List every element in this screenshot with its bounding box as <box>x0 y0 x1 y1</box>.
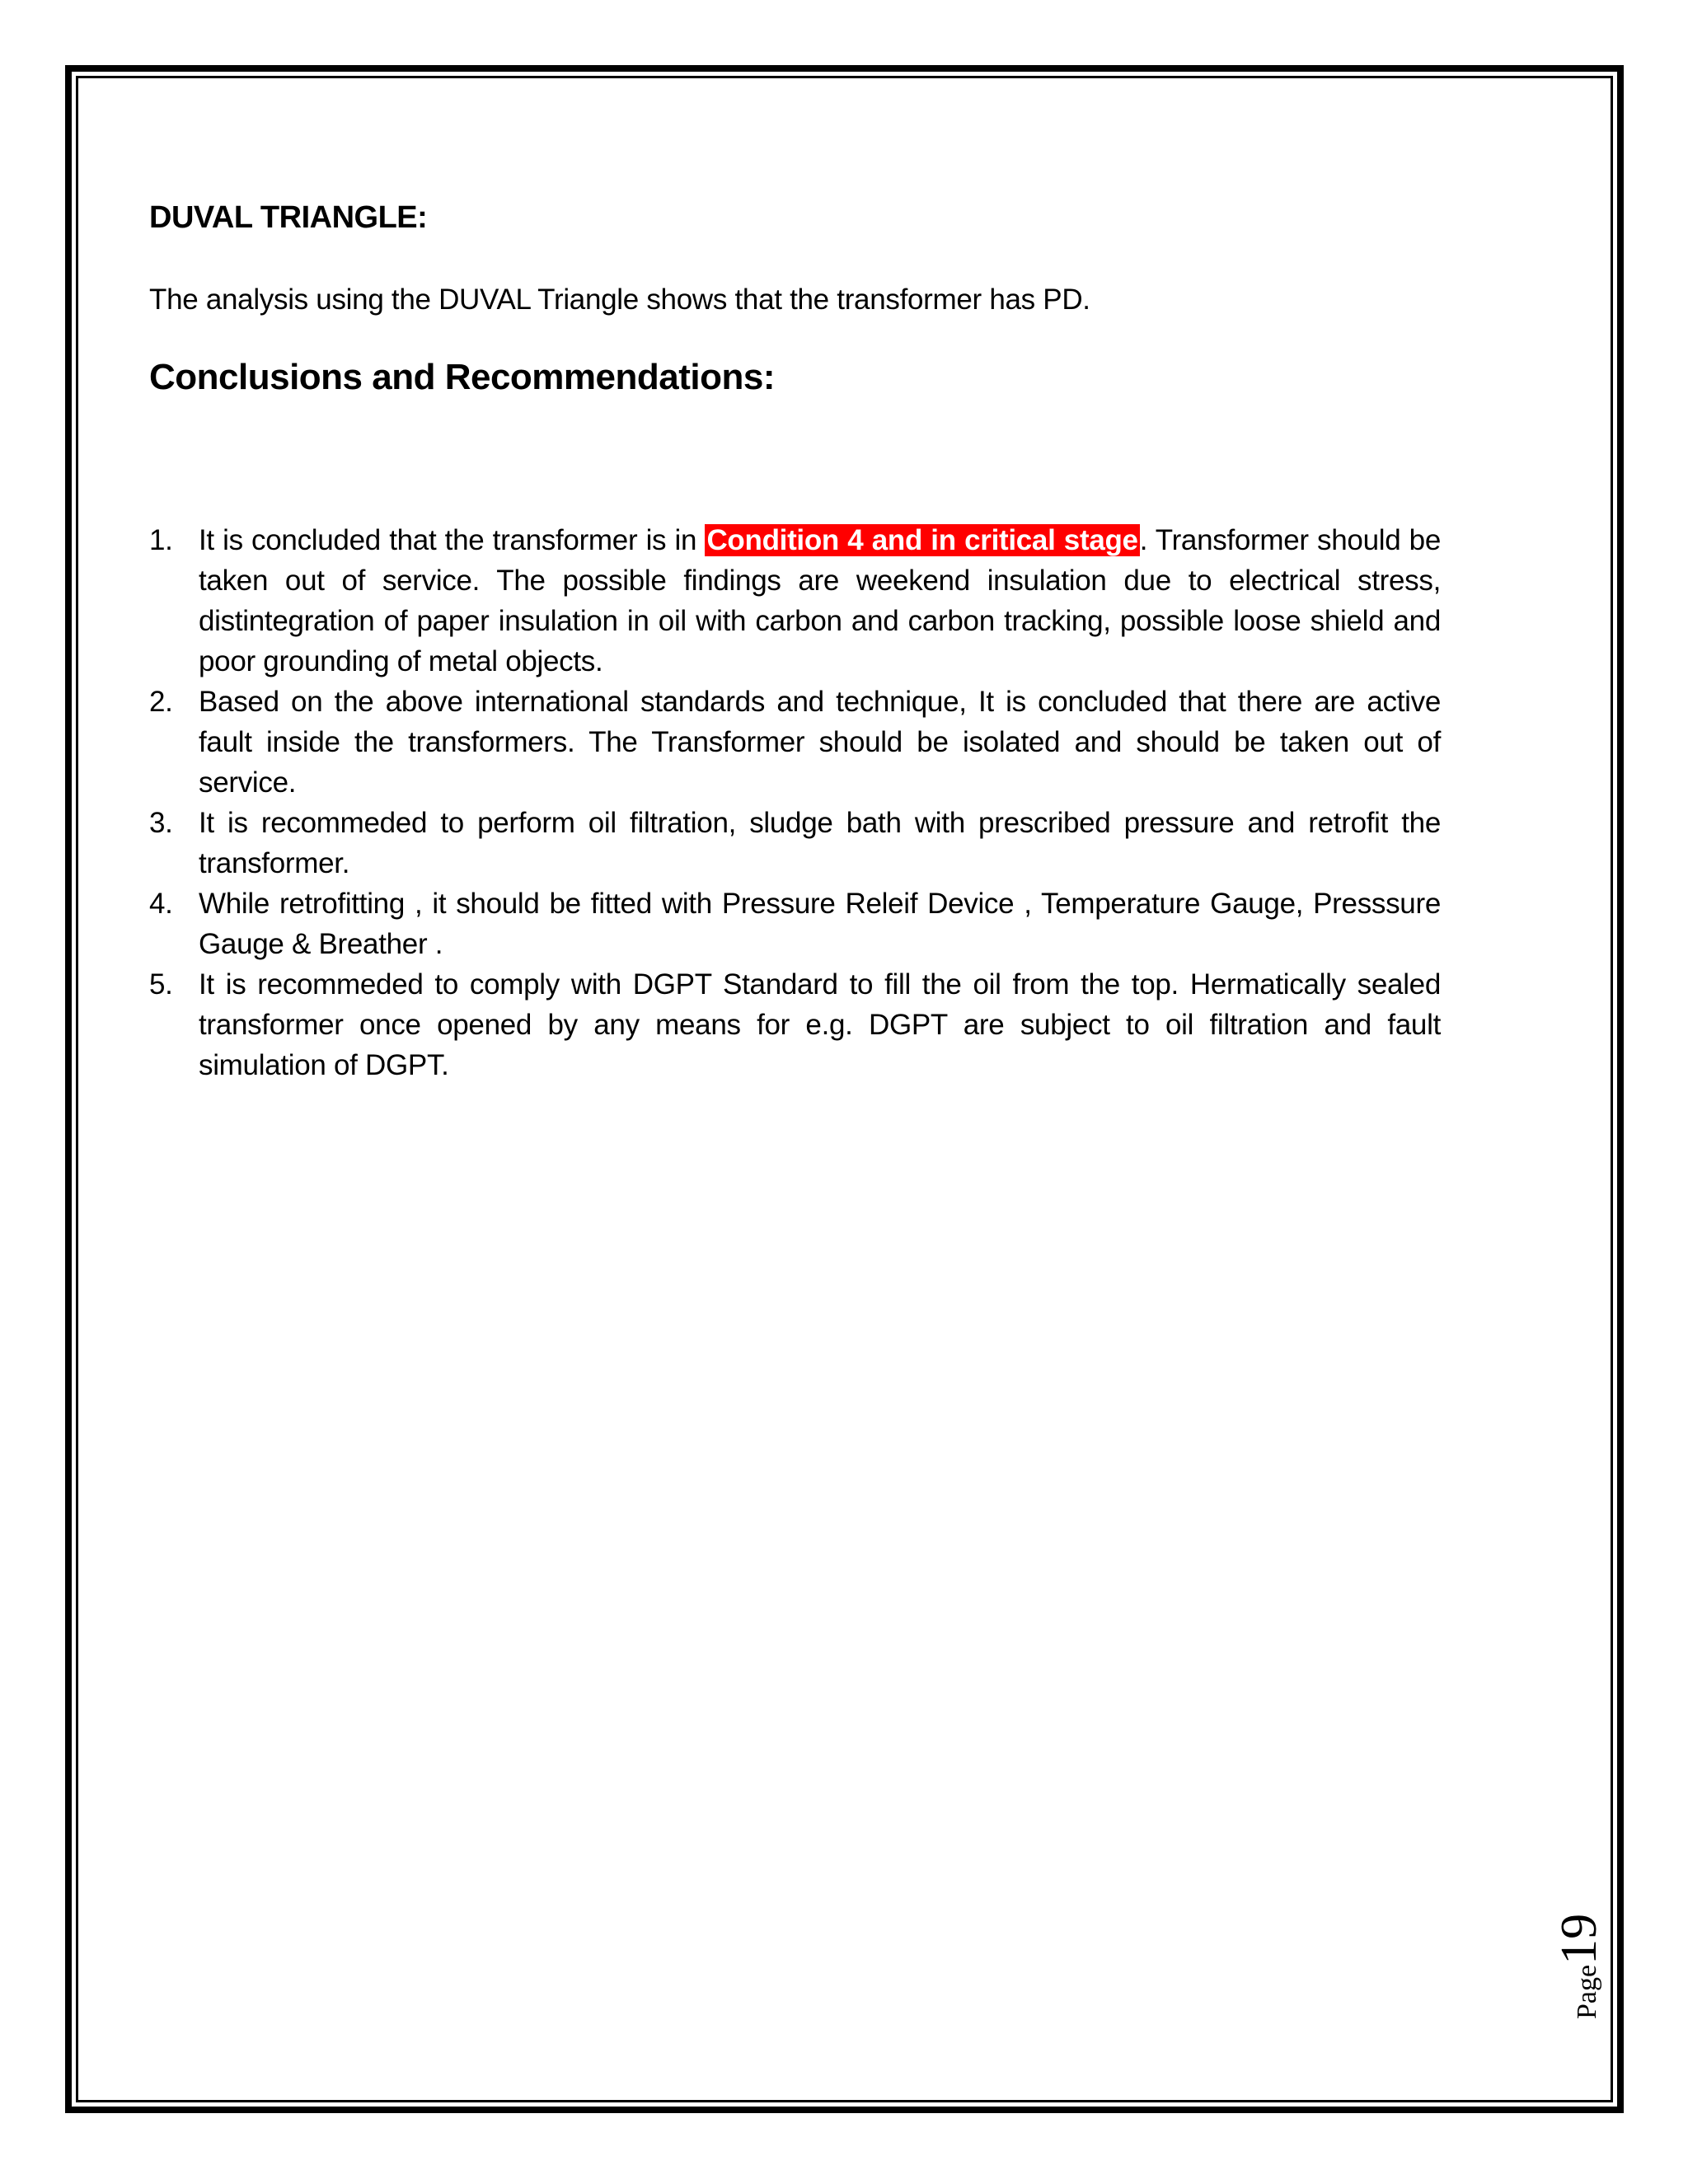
recommendation-item <box>149 883 1441 964</box>
page-number: 19 <box>1551 1913 1607 1965</box>
recommendation-item <box>149 964 1441 1085</box>
conclusions-heading: Conclusions and Recommendations: <box>149 357 775 397</box>
recommendation-item <box>149 803 1441 883</box>
recommendation-text-after: . Transformer should be taken out of service. The possible findings are weekend insulation due to electrical stress, distintegration of paper insulation in oil with carbon and carbon tracking, possible loose shield and poor grounding of metal objects. <box>199 524 1441 677</box>
recommendation-text: It is recommeded to comply with DGPT Standard to fill the oil from the top. Hermatically sealed transformer once opened by any means for e.g. DGPT are subject to oil filtration and fault simulation of DGPT. <box>199 968 1441 1081</box>
duval-heading: DUVAL TRIANGLE: <box>149 200 428 235</box>
recommendation-number: 2. <box>149 686 173 718</box>
critical-condition-highlight: Condition 4 and in critical stage <box>706 524 1138 556</box>
recommendation-text: While retrofitting , it should be fitted with Pressure Releif Device , Temperature Gauge, Presssure Gauge & Breather . <box>199 888 1441 960</box>
recommendation-text-before: It is concluded that the transformer is in <box>199 524 706 556</box>
duval-analysis-text: The analysis using the DUVAL Triangle shows that the transformer has PD. <box>149 284 1090 316</box>
recommendation-text: It is recommeded to perform oil filtration, sludge bath with prescribed pressure and retrofit the transformer. <box>199 807 1441 879</box>
recommendation-text: Based on the above international standards and technique, It is concluded that there are active fault inside the transformers. The Transformer should be isolated and should be taken out of service. <box>199 686 1441 799</box>
recommendation-number: 5. <box>149 968 173 1001</box>
recommendations-list <box>149 520 1441 1085</box>
recommendation-item <box>149 520 1441 682</box>
recommendation-text <box>199 520 1441 682</box>
page-label: Page <box>1572 1964 1602 2019</box>
page-number-footer <box>1551 1913 1607 2019</box>
recommendation-number: 4. <box>149 888 173 920</box>
recommendation-number: 1. <box>149 524 173 556</box>
recommendation-number: 3. <box>149 807 173 839</box>
recommendation-item <box>149 682 1441 803</box>
